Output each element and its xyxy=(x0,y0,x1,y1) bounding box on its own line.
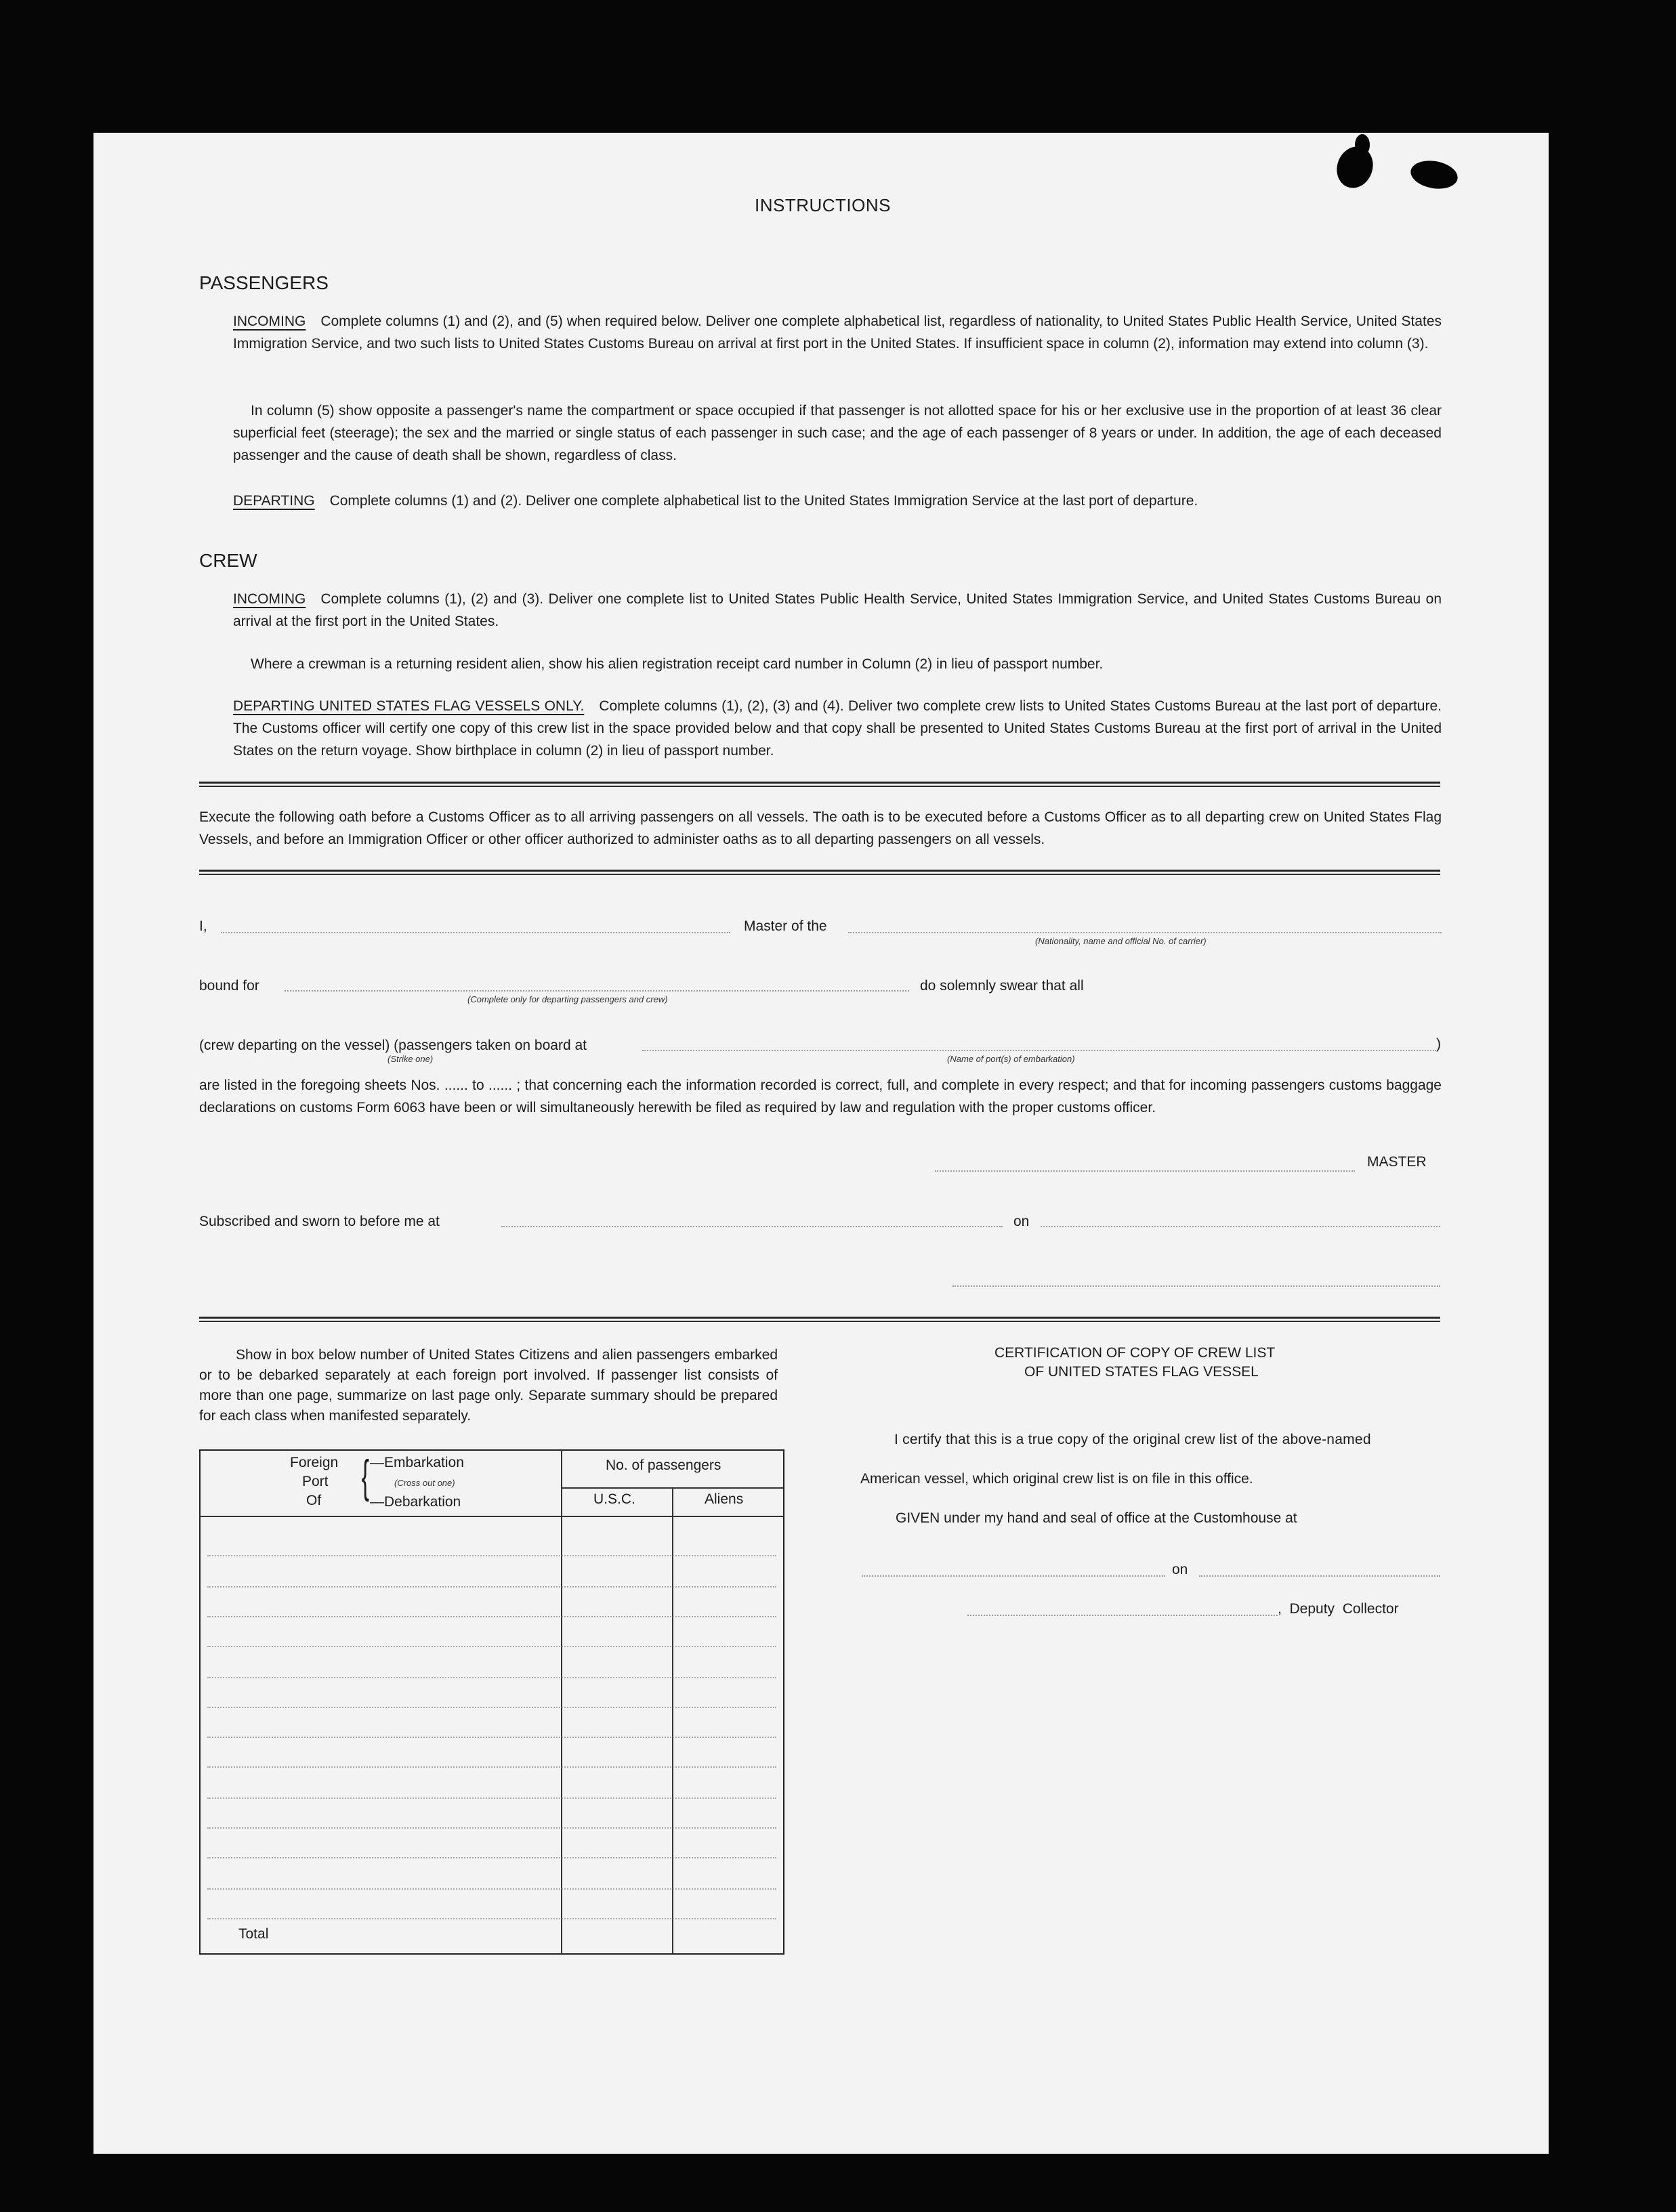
debarkation-label: —Debarkation xyxy=(370,1494,461,1510)
table-row[interactable] xyxy=(207,1918,776,1919)
usc-header: U.S.C. xyxy=(593,1491,635,1507)
close-paren: ) xyxy=(1436,1036,1441,1052)
page-title: INSTRUCTIONS xyxy=(755,195,891,215)
passengers-departing-label: DEPARTING xyxy=(233,493,315,509)
passengers-departing-text: Complete columns (1) and (2). Deliver one complete alphabetical list to the United States Immigration Service at the last port of departure. xyxy=(329,493,1198,509)
customhouse-field[interactable] xyxy=(862,1575,1165,1577)
col-foreign: Foreign xyxy=(290,1455,339,1470)
sworn-place-field[interactable] xyxy=(501,1226,1003,1227)
oath-i-label: I, xyxy=(199,918,207,934)
crew-departing-text: Complete columns (1), (2), (3) and (4). Deliver two complete crew lists to United States Customs Bureau at the last port of departure. The Customs officer will certify one copy of this crew list in the space provided below and that copy shall be presented to United States Customs Bureau at the first port of arrival in the United States on the return voyage. Show birthplace in column (2) in lieu of passport number. xyxy=(233,698,1442,759)
total-label: Total xyxy=(238,1926,269,1942)
passengers-incoming-label: INCOMING xyxy=(233,314,306,329)
crew-incoming-text: Complete columns (1), (2) and (3). Deliver one complete list to United States Public Health Service, United States Immigration Service, and United States Customs Bureau on arrival at the first port in the United States. xyxy=(233,591,1442,629)
crew-passengers-label: (crew departing on the vessel) (passengers taken on board at xyxy=(199,1038,587,1053)
table-row[interactable] xyxy=(207,1677,776,1678)
ports-caption: (Name of port(s) of embarkation) xyxy=(947,1054,1075,1064)
deputy-collector-label: , Deputy Collector xyxy=(1278,1601,1399,1617)
certification-title-2: OF UNITED STATES FLAG VESSEL xyxy=(1024,1364,1259,1380)
crew-heading: CREW xyxy=(199,550,257,571)
bound-for-label: bound for xyxy=(199,978,259,994)
crew-departing-paragraph xyxy=(233,695,1442,762)
double-rule xyxy=(199,1317,1440,1322)
passengers-incoming-text: Complete columns (1) and (2), and (5) when required below. Deliver one complete alphabetical list, regardless of nationality, to United States Public Health Service, United States Immigration Service, and two such lists to United States Customs Bureau on arrival at first port in the United States. If insufficient space in column (2), information may extend into column (3). xyxy=(233,314,1442,352)
subscribed-label: Subscribed and sworn to before me at xyxy=(199,1214,440,1229)
aliens-header: Aliens xyxy=(705,1491,744,1507)
master-signature-field[interactable] xyxy=(935,1170,1355,1172)
ink-blot xyxy=(1355,134,1370,156)
sworn-date-field[interactable] xyxy=(1041,1226,1440,1227)
master-label: MASTER xyxy=(1367,1154,1427,1170)
sworn-on-label: on xyxy=(1013,1214,1030,1229)
table-row[interactable] xyxy=(207,1827,776,1829)
nationality-caption: (Nationality, name and official No. of carrier) xyxy=(1035,936,1207,946)
table-row[interactable] xyxy=(207,1737,776,1738)
master-of-the-label: Master of the xyxy=(744,918,827,934)
table-row[interactable] xyxy=(207,1555,776,1556)
certify-text: I certify that this is a true copy of the original crew list of the above-named xyxy=(894,1432,1371,1447)
passengers-heading: PASSENGERS xyxy=(199,272,329,293)
passengers-column5-paragraph: In column (5) show opposite a passenger's name the compartment or space occupied if that passenger is not allotted space for his or her exclusive use in the proportion of at least 36 clear superficial feet (steerage); the sex and the married or single status of each passenger in such case; and the age of each passenger of 8 years or under. In addition, the age of each deceased passenger and the cause of death shall be shown, regardless of class. xyxy=(233,403,1442,463)
strike-one-caption: (Strike one) xyxy=(387,1054,434,1064)
oath-intro: Execute the following oath before a Customs Officer as to all arriving passengers on all vessels. The oath is to be executed before a Customs Officer as to all departing crew on United States Flag Vessels, and before an Immigration Officer or other officer authorized to administer oaths as to all departing passengers on all vessels. xyxy=(199,809,1442,847)
no-passengers-header: No. of passengers xyxy=(606,1458,721,1473)
table-divider xyxy=(672,1487,673,1953)
crew-incoming-paragraph xyxy=(233,588,1442,633)
cert-date-field[interactable] xyxy=(1199,1575,1440,1577)
cert-on-label: on xyxy=(1172,1562,1188,1577)
table-row[interactable] xyxy=(207,1798,776,1799)
officer-signature-field[interactable] xyxy=(952,1285,1440,1287)
american-vessel-text: American vessel, which original crew list is on file in this office. xyxy=(860,1471,1253,1487)
bound-for-caption: (Complete only for departing passengers and crew) xyxy=(467,994,668,1004)
table-divider xyxy=(561,1487,783,1489)
swear-label: do solemnly swear that all xyxy=(920,978,1084,994)
table-row[interactable] xyxy=(207,1646,776,1647)
crew-departing-label: DEPARTING UNITED STATES FLAG VESSELS ONLY. xyxy=(233,698,585,714)
col-port: Port xyxy=(302,1474,329,1489)
oath-listed-paragraph: are listed in the foregoing sheets Nos. ...... to ...... ; that concerning each the information recorded is correct, full, and complete in every respect; and that for incoming passengers customs baggage declarations on customs Form 6063 have been or will simultaneously herewith be filed as required by law and regulation with the proper customs officer. xyxy=(199,1078,1442,1115)
crew-crewman-paragraph: Where a crewman is a returning resident alien, show his alien registration receipt card number in Column (2) in lieu of passport number. xyxy=(251,656,1104,672)
double-rule xyxy=(199,870,1440,875)
table-row[interactable] xyxy=(207,1707,776,1708)
brace-glyph: { xyxy=(361,1451,370,1502)
summary-instructions: Show in box below number of United States Citizens and alien passengers embarked or to be debarked separately at each foreign port involved. If passenger list consists of more than one page, summarize on last page only. Separate summary should be prepared for each class when manifested separately. xyxy=(199,1347,778,1424)
crew-incoming-label: INCOMING xyxy=(233,591,306,607)
given-text: GIVEN under my hand and seal of office at the Customhouse at xyxy=(896,1510,1297,1526)
table-divider xyxy=(561,1449,562,1953)
col-of: Of xyxy=(306,1493,322,1508)
double-rule xyxy=(199,782,1440,787)
certification-title-1: CERTIFICATION OF COPY OF CREW LIST xyxy=(994,1345,1276,1361)
bound-for-field[interactable] xyxy=(285,990,909,992)
ink-blot xyxy=(1408,157,1460,192)
carrier-field[interactable] xyxy=(848,932,1442,933)
table-header-rule xyxy=(199,1516,783,1517)
passengers-departing-paragraph xyxy=(233,490,1442,512)
passengers-incoming-paragraph xyxy=(233,310,1442,355)
embarkation-ports-field[interactable] xyxy=(642,1050,1436,1051)
ink-blot xyxy=(1435,171,1444,179)
table-row[interactable] xyxy=(207,1766,776,1768)
table-row[interactable] xyxy=(207,1888,776,1890)
table-row[interactable] xyxy=(207,1857,776,1858)
master-name-field[interactable] xyxy=(221,932,730,933)
table-row[interactable] xyxy=(207,1616,776,1617)
summary-table xyxy=(199,1449,784,1955)
deputy-signature-field[interactable] xyxy=(967,1615,1278,1616)
cross-out-caption: (Cross out one) xyxy=(394,1478,455,1488)
table-row[interactable] xyxy=(207,1586,776,1588)
embarkation-label: —Embarkation xyxy=(370,1455,464,1470)
